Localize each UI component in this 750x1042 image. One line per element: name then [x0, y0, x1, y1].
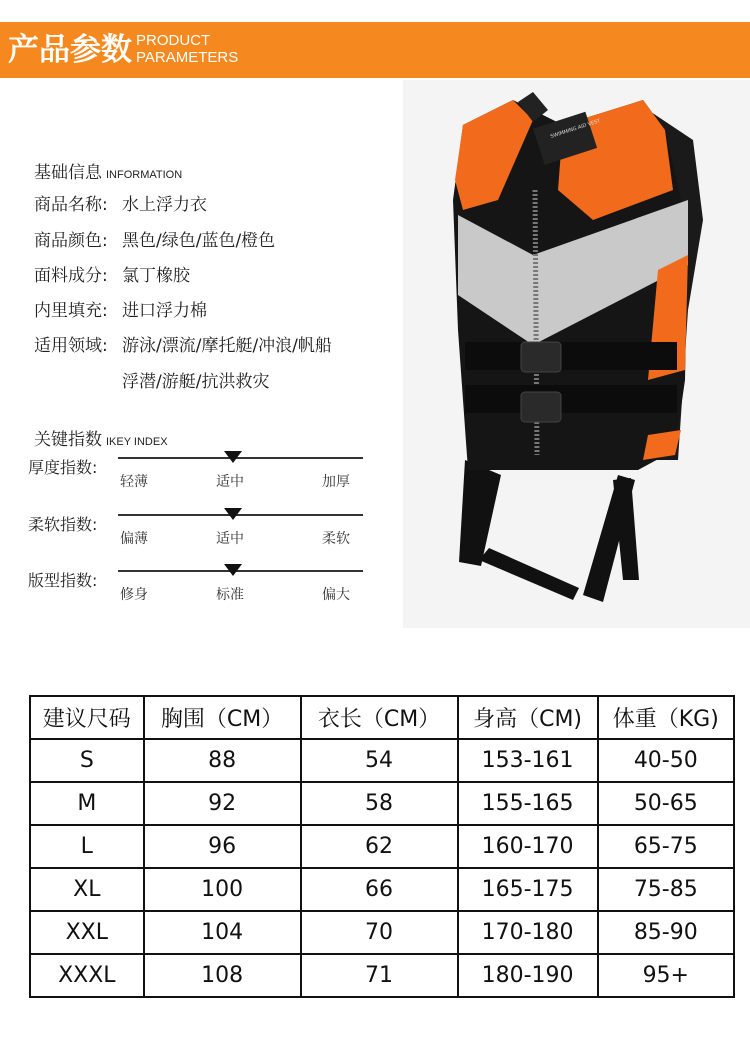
cell-height: 153-161: [458, 739, 598, 782]
info-row: [34, 190, 207, 215]
info-value: 氯丁橡胶: [122, 266, 190, 286]
cell-height: 170-180: [458, 911, 598, 954]
header-bar: [0, 22, 750, 78]
index-high: 柔软: [322, 531, 350, 547]
index-high: 加厚: [322, 474, 350, 490]
info-value: 水上浮力衣: [122, 195, 207, 215]
info-label: 内里填充:: [34, 301, 108, 321]
cell-height: 160-170: [458, 825, 598, 868]
cell-size: XL: [30, 868, 144, 911]
cell-size: L: [30, 825, 144, 868]
info-row: [34, 367, 269, 392]
info-value: 黑色/绿色/蓝色/橙色: [122, 231, 276, 251]
size-table-row: [30, 911, 734, 954]
cell-length: 54: [301, 739, 458, 782]
cell-size: M: [30, 782, 144, 825]
index-marker: [224, 508, 242, 520]
header-title-en-line1: PRODUCT: [136, 32, 211, 49]
cell-weight: 85-90: [598, 911, 734, 954]
info-value: 进口浮力棉: [122, 301, 207, 321]
index-low: 修身: [120, 587, 148, 603]
key-index-title-cn: 关键指数: [34, 430, 102, 450]
cell-size: S: [30, 739, 144, 782]
info-label: 商品名称:: [34, 195, 108, 215]
header-title-cn: 产品参数: [8, 32, 132, 68]
info-row: [34, 261, 190, 286]
cell-weight: 95+: [598, 954, 734, 997]
cell-chest: 100: [144, 868, 301, 911]
index-low: 轻薄: [120, 474, 148, 490]
cell-chest: 88: [144, 739, 301, 782]
cell-weight: 50-65: [598, 782, 734, 825]
header-height: 身高（CM): [458, 696, 598, 739]
header-length: 衣长（CM）: [301, 696, 458, 739]
info-value: 浮潜/游艇/抗洪救灾: [122, 372, 270, 392]
index-mid: 适中: [216, 474, 244, 490]
info-row: [34, 226, 275, 251]
vest-label-text: SWIMMING AID VEST: [549, 118, 602, 140]
cell-height: 155-165: [458, 782, 598, 825]
index-low: 偏薄: [120, 531, 148, 547]
info-label: 商品颜色:: [34, 231, 108, 251]
cell-weight: 75-85: [598, 868, 734, 911]
size-table-row: [30, 825, 734, 868]
info-value: 游泳/漂流/摩托艇/冲浪/帆船: [122, 336, 332, 356]
cell-chest: 92: [144, 782, 301, 825]
size-table: [29, 695, 735, 998]
size-table-row: [30, 868, 734, 911]
cell-height: 180-190: [458, 954, 598, 997]
life-vest-illustration: [403, 80, 750, 628]
product-photo: [403, 80, 750, 628]
cell-length: 66: [301, 868, 458, 911]
cell-size: XXL: [30, 911, 144, 954]
cell-length: 62: [301, 825, 458, 868]
cell-height: 165-175: [458, 868, 598, 911]
header-title-en: [136, 32, 238, 66]
index-label: 厚度指数:: [28, 458, 98, 477]
cell-length: 70: [301, 911, 458, 954]
size-table-body: [30, 739, 734, 997]
cell-chest: 108: [144, 954, 301, 997]
header-weight: 体重（KG): [598, 696, 734, 739]
cell-length: 71: [301, 954, 458, 997]
header-chest: 胸围（CM）: [144, 696, 301, 739]
info-label: 面料成分:: [34, 266, 108, 286]
size-table-row: [30, 782, 734, 825]
index-marker: [224, 564, 242, 576]
index-mid: 标准: [216, 587, 244, 603]
size-table-row: [30, 954, 734, 997]
index-marker: [224, 451, 242, 463]
info-label: 适用领域:: [34, 336, 108, 356]
index-high: 偏大: [322, 587, 350, 603]
index-label: 柔软指数:: [28, 515, 98, 534]
basic-info-title: [34, 158, 182, 183]
info-row: [34, 331, 332, 356]
header-title-en-line2: PARAMETERS: [136, 49, 239, 66]
index-label: 版型指数:: [28, 571, 98, 590]
key-index-title-en: IKEY INDEX: [106, 436, 168, 448]
cell-chest: 104: [144, 911, 301, 954]
size-table-header-row: [30, 696, 734, 739]
cell-chest: 96: [144, 825, 301, 868]
header-size: 建议尺码: [30, 696, 144, 739]
basic-info-title-cn: 基础信息: [34, 163, 102, 183]
basic-info-title-en: INFORMATION: [106, 169, 183, 181]
cell-size: XXXL: [30, 954, 144, 997]
cell-length: 58: [301, 782, 458, 825]
cell-weight: 40-50: [598, 739, 734, 782]
size-table-row: [30, 739, 734, 782]
cell-weight: 65-75: [598, 825, 734, 868]
index-mid: 适中: [216, 531, 244, 547]
key-index-title: [34, 425, 168, 450]
info-row: [34, 296, 207, 321]
